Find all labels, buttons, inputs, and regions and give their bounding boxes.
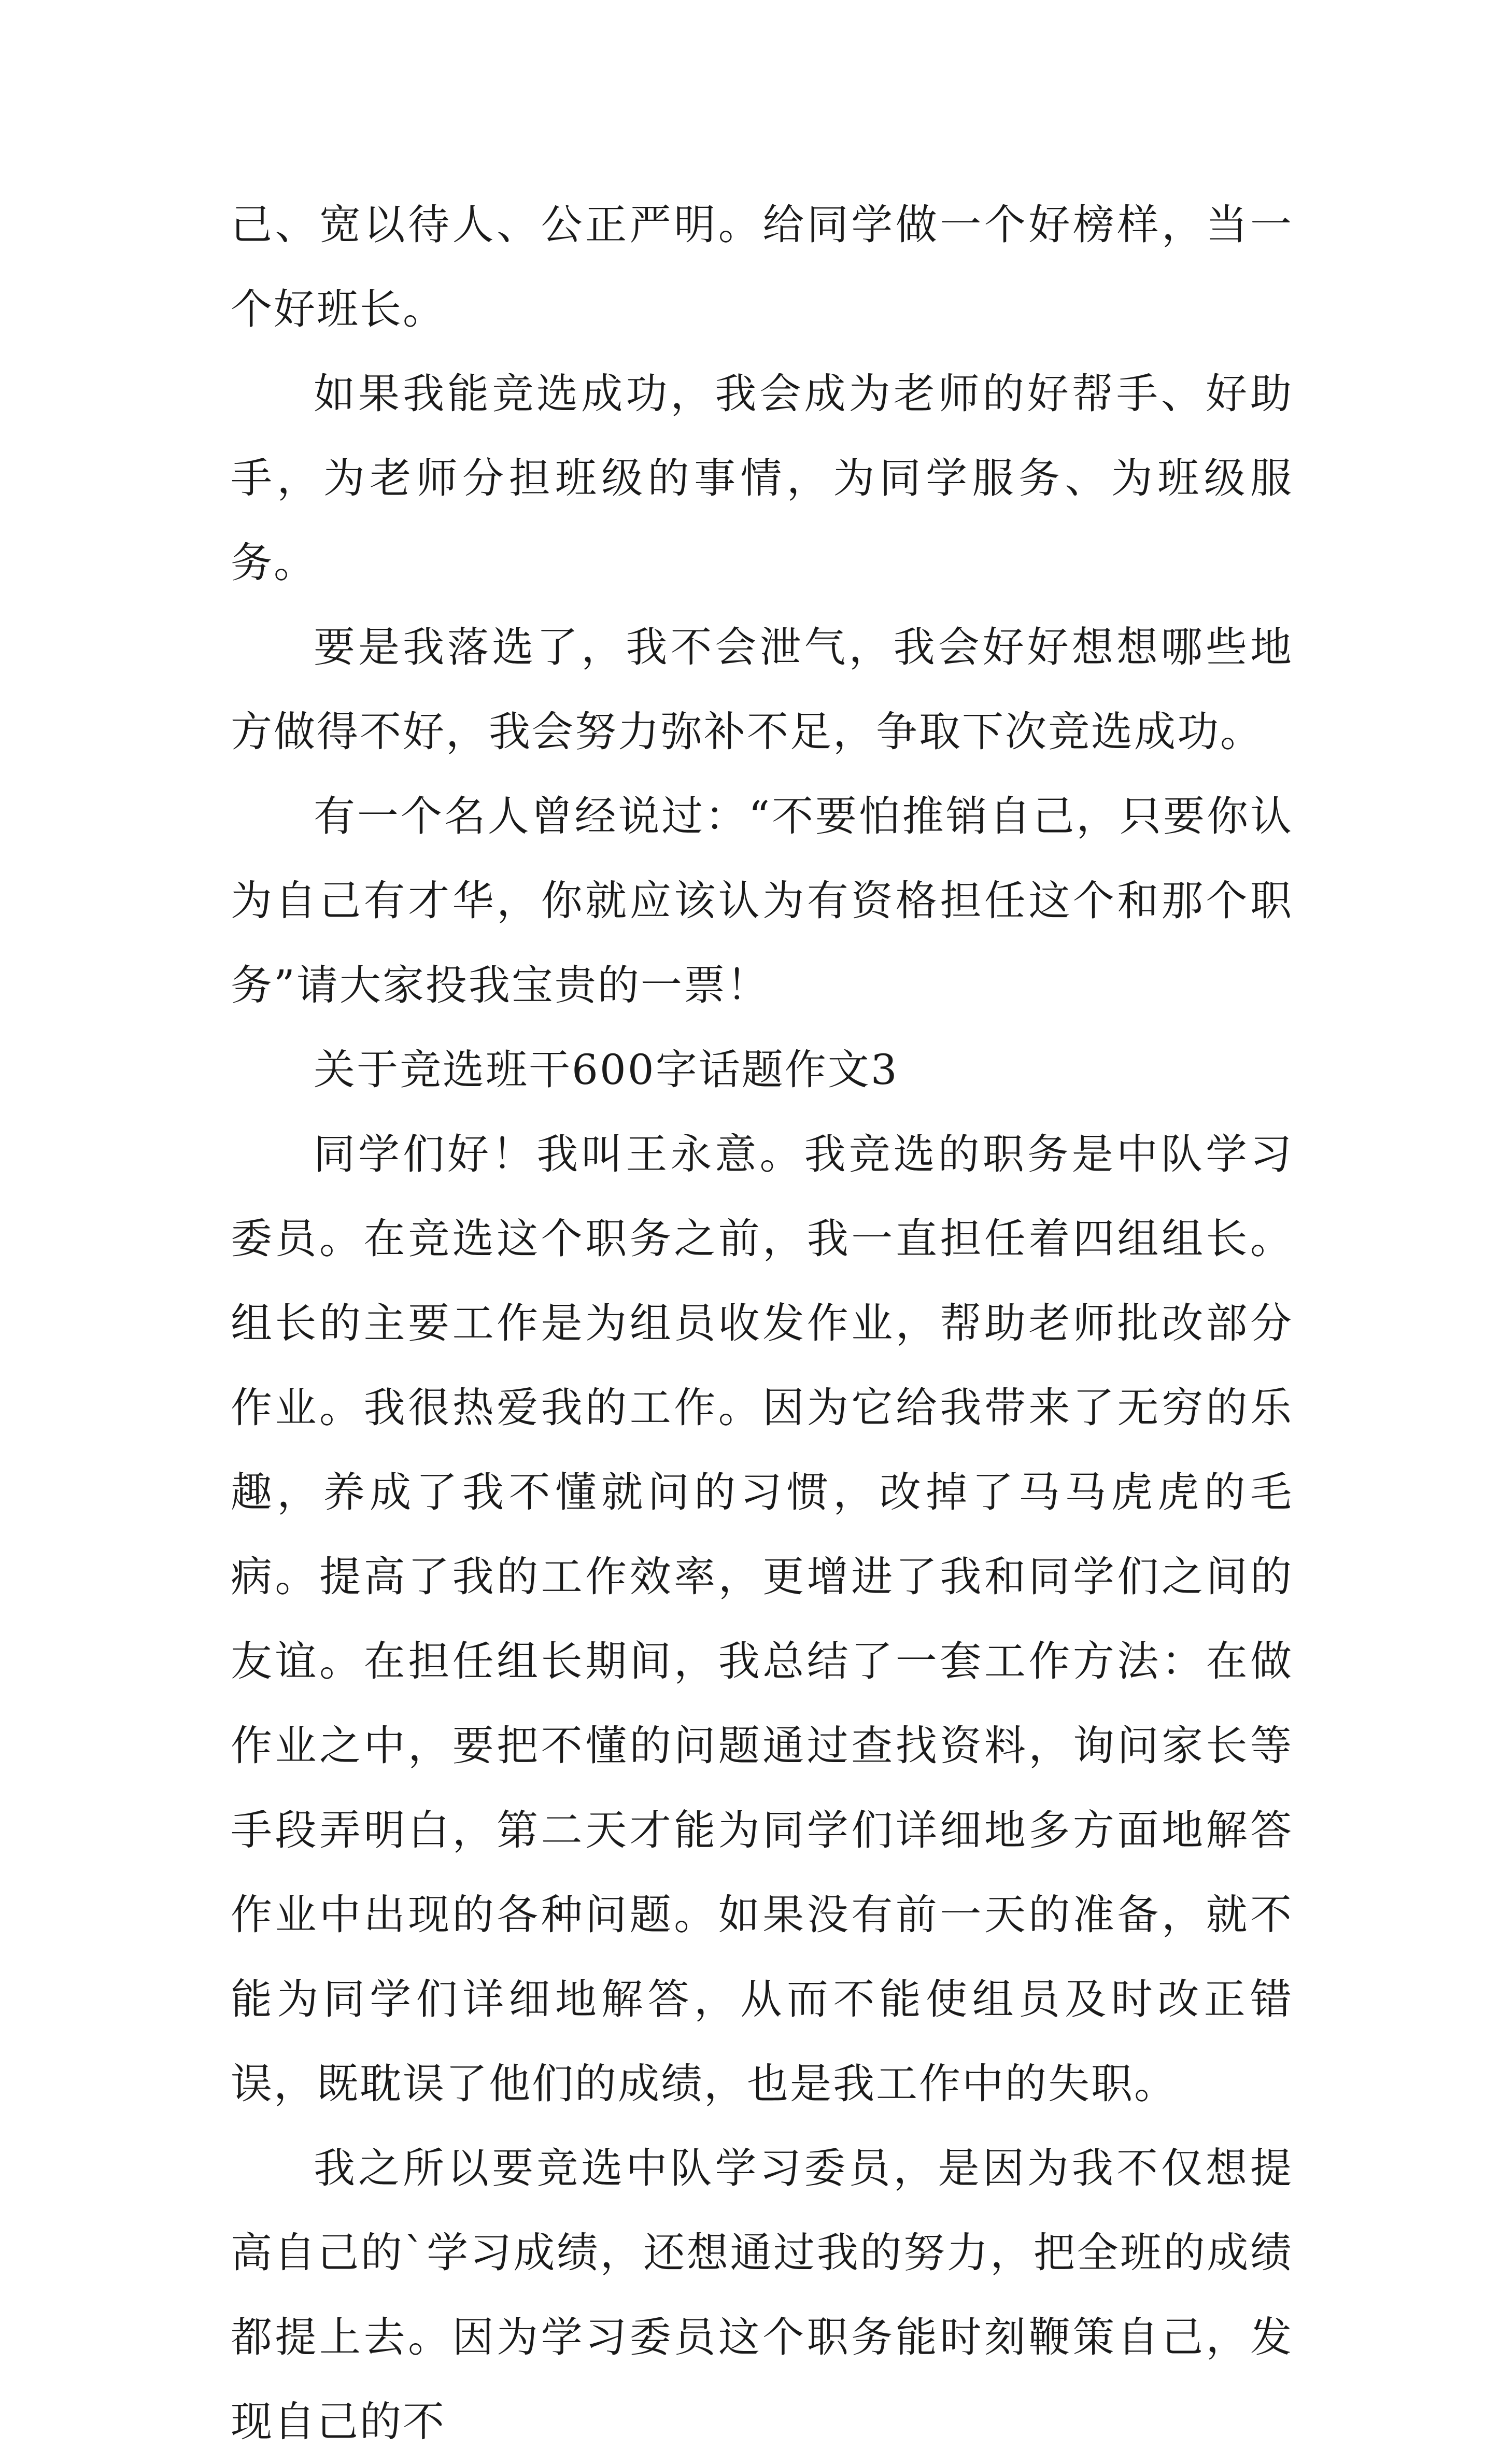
paragraph-continuation: 己、宽以待人、公正严明。给同学做一个好榜样，当一个好班长。 [231, 201, 1293, 333]
paragraph-if-elected: 如果我能竞选成功，我会成为老师的好帮手、好助手，为老师分担班级的事情，为同学服务、为班级服务。 [231, 370, 1293, 587]
essay-heading: 关于竞选班干600字话题作文3 [314, 1046, 899, 1094]
paragraph-reason: 我之所以要竞选中队学习委员，是因为我不仅想提高自己的`学习成绩，还想通过我的努力，把全班的成绩都提上去。因为学习委员这个职务能时刻鞭策自己，发现自己的不 [231, 2144, 1293, 2446]
paragraph-if-not-elected: 要是我落选了，我不会泄气，我会好好想想哪些地方做得不好，我会努力弥补不足，争取下次竞选成功。 [231, 623, 1293, 756]
paragraph-introduction: 同学们好！我叫王永意。我竞选的职务是中队学习委员。在竞选这个职务之前，我一直担任着四组组长。组长的主要工作是为组员收发作业，帮助老师批改部分作业。我很热爱我的工作。因为它给我带来了无穷的乐趣，养成了我不懂就问的习惯，改掉了马马虎虎的毛病。提高了我的工作效率，更增进了我和同学们之间的友谊。在担任组长期间，我总结了一套工作方法：在做作业之中，要把不懂的问题通过查找资料，询问家长等手段弄明白，第二天才能为同学们详细地多方面地解答作业中出现的各种问题。如果没有前一天的准备，就不能为同学们详细地解答，从而不能使组员及时改正错误，既耽误了他们的成绩，也是我工作中的失职。 [231, 1130, 1293, 2108]
paragraph-quote: 有一个名人曾经说过：“不要怕推销自己，只要你认为自己有才华，你就应该认为有资格担任这个和那个职务”请大家投我宝贵的一票！ [231, 792, 1293, 1009]
